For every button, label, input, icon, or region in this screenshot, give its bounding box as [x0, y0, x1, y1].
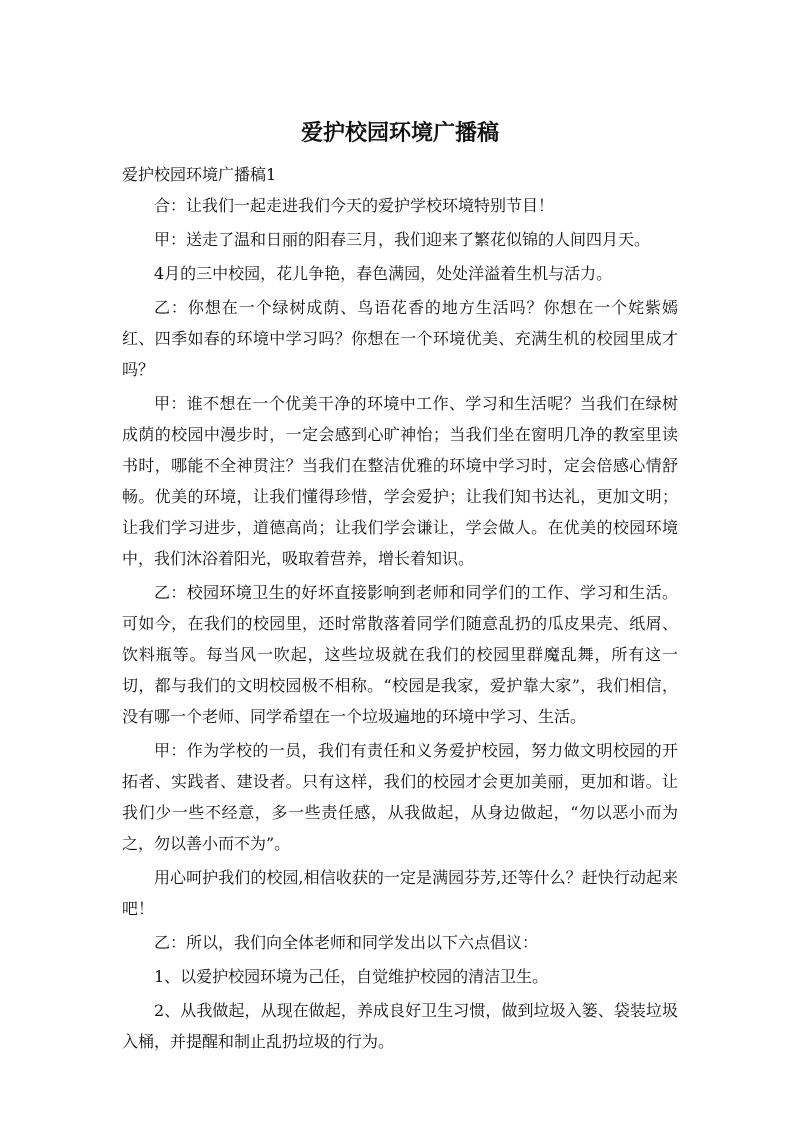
paragraph: 用心呵护我们的校园,相信收获的一定是满园芬芳,还等什么？赶快行动起来吧！ [122, 868, 678, 918]
paragraph: 甲：送走了温和日丽的阳春三月，我们迎来了繁花似锦的人间四月天。 [154, 230, 651, 249]
paragraph: 4月的三中校园，花儿争艳，春色满园，处处洋溢着生机与活力。 [154, 264, 613, 283]
paragraph: 2、从我做起，从现在做起，养成良好卫生习惯，做到垃圾入篓、袋装垃圾入桶，并提醒和制止乱扔垃圾的行为。 [122, 1001, 678, 1051]
paragraph: 甲：作为学校的一员，我们有责任和义务爱护校园，努力做文明校园的开拓者、实践者、建设者。只有这样，我们的校园才会更加美丽，更加和谐。让我们少一些不经意，多一些责任感，从我做起，从身边做起，“勿以恶小而为之，勿以善小而不为”。 [122, 741, 678, 853]
paragraph: 1、以爱护校园环境为己任，自觉维护校园的清洁卫生。 [154, 967, 549, 986]
paragraph: 乙：校园环境卫生的好坏直接影响到老师和同学们的工作、学习和生活。可如今，在我们的校园里，还时常散落着同学们随意乱扔的瓜皮果壳、纸屑、饮料瓶等。每当风一吹起，这些垃圾就在我们的校园里群魔乱舞，所有这一切，都与我们的文明校园极不相称。“校园是我家，爱护靠大家”，我们相信，没有哪一个老师、同学希望在一个垃圾遍地的环境中学习、生活。 [122, 583, 678, 726]
document-body [122, 190, 678, 1060]
document-subtitle: 爱护校园环境广播稿1 [122, 165, 277, 184]
document-title: 爱护校园环境广播稿 [300, 121, 499, 146]
paragraph: 合：让我们一起走进我们今天的爱护学校环境特别节目！ [154, 196, 555, 215]
paragraph: 乙：你想在一个绿树成荫、鸟语花香的地方生活吗？你想在一个姹紫嫣红、四季如春的环境中学习吗？你想在一个环境优美、充满生机的校园里成才吗？ [122, 298, 678, 379]
paragraph: 乙：所以，我们向全体老师和同学发出以下六点倡议： [154, 933, 539, 952]
paragraph: 甲：谁不想在一个优美干净的环境中工作、学习和生活呢？当我们在绿树成荫的校园中漫步时，一定会感到心旷神怡；当我们坐在窗明几净的教室里读书时，哪能不全神贯注？当我们在整洁优雅的环境中学习时，定会倍感心情舒畅。优美的环境，让我们懂得珍惜，学会爱护；让我们知书达礼，更加文明；让我们学习进步，道德高尚；让我们学会谦让，学会做人。在优美的校园环境中，我们沐浴着阳光，吸取着营养，增长着知识。 [122, 394, 678, 568]
